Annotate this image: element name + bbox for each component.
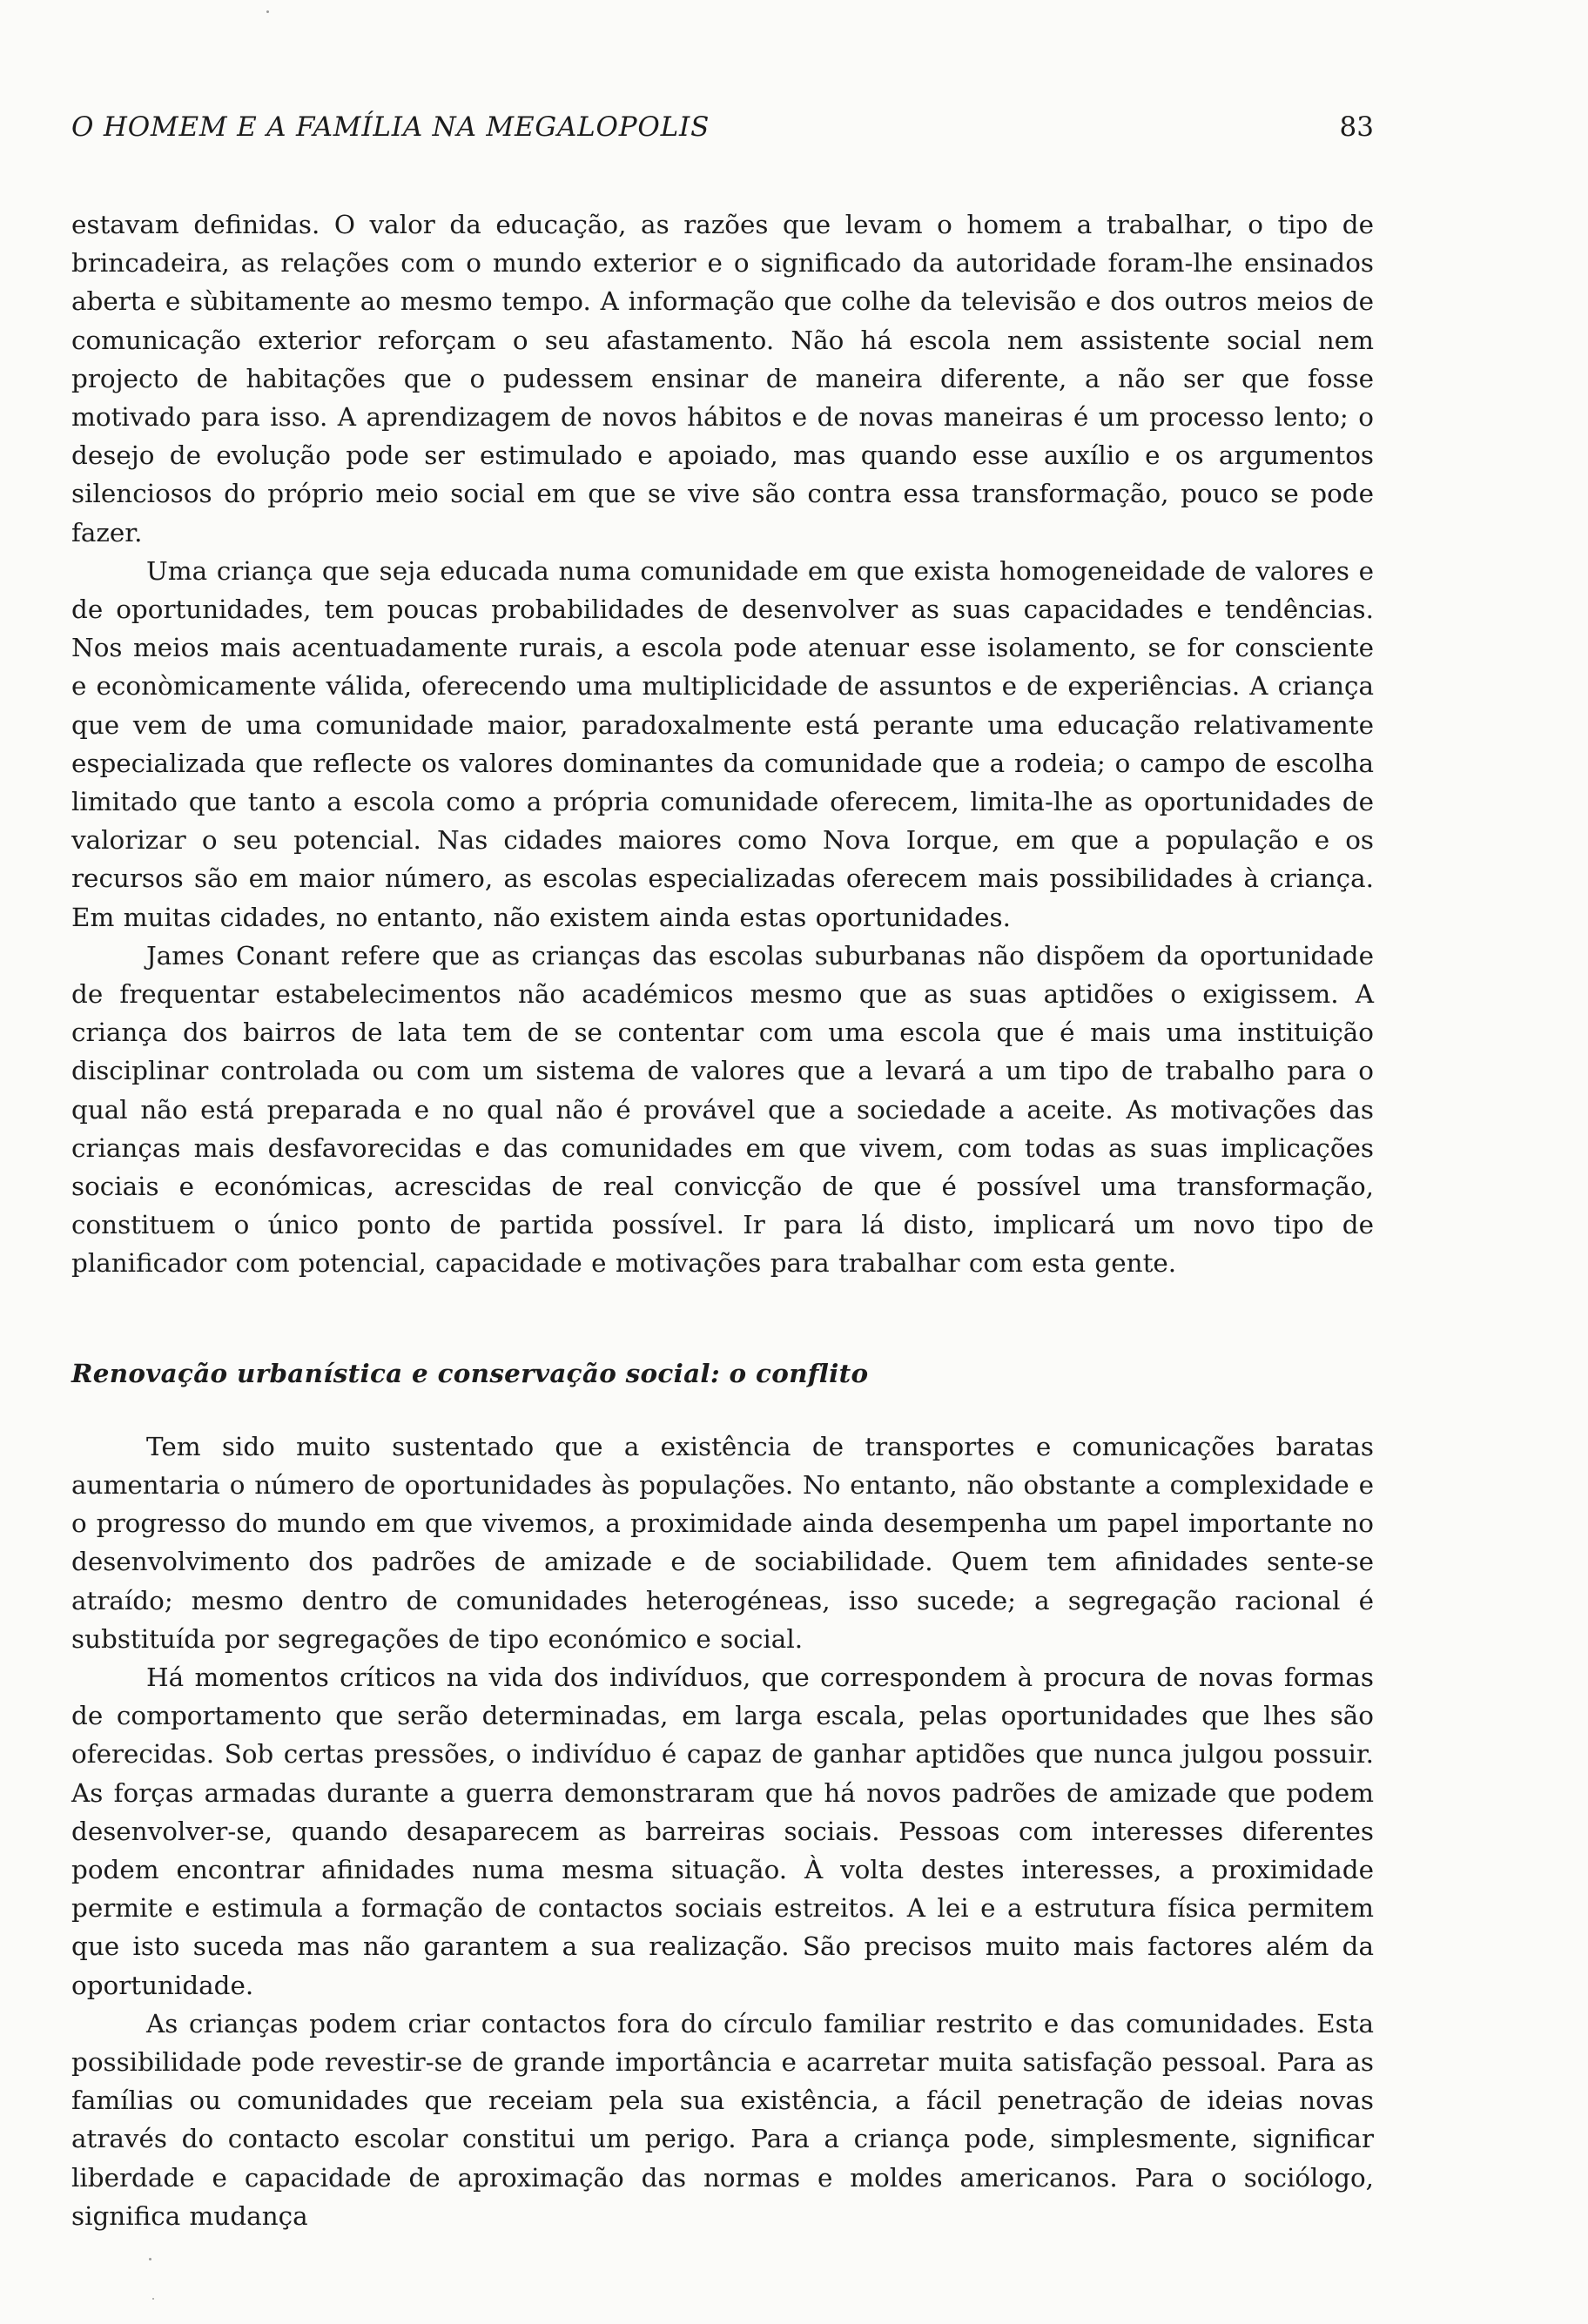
paragraph-2: Uma criança que seja educada numa comunidade em que exista homogeneidade de valores e de oportunidades, tem poucas probabilidades de desenvolver as suas capacidades e tendências. Nos meios mais acentuadamente rurais, a escola pode atenuar esse isolamento, se for consciente e econòmicamente válida, oferecendo uma multiplicidade de assuntos e de experiências. A criança que vem de uma comunidade maior, paradoxalmente está perante uma educação relativamente especializada que reflecte os valores dominantes da comunidade que a rodeia; o campo de escolha limitado que tanto a escola como a própria comunidade oferecem, limita-lhe as oportunidades de valorizar o seu potencial. Nas cidades maiores como Nova Iorque, em que a população e os recursos são em maior número, as escolas especializadas oferecem mais possibilidades à criança. Em muitas cidades, no entanto, não existem ainda estas oportunidades. [71, 555, 1374, 932]
page-number: 83 [1339, 111, 1374, 143]
body-text [71, 205, 1374, 2235]
scan-speck [266, 10, 269, 13]
paragraph-4: Tem sido muito sustentado que a existência de transportes e comunicações baratas aumentaria o número de oportunidades às populações. No entanto, não obstante a complexidade e o progresso do mundo em que vivemos, a proximidade ainda desempenha um papel importante no desenvolvimento dos padrões de amizade e de sociabilidade. Quem tem afinidades sente-se atraído; mesmo dentro de comunidades heterogéneas, isso sucede; a segregação racional é substituída por segregações de tipo económico e social. [71, 1431, 1374, 1654]
section-heading: Renovação urbanística e conservação social: o conflito [71, 1357, 869, 1388]
paragraph-3: James Conant refere que as crianças das escolas suburbanas não dispõem da oportunidade de frequentar estabelecimentos não académicos mesmo que as suas aptidões o exigissem. A criança dos bairros de lata tem de se contentar com uma escola que é mais uma instituição disciplinar controlada ou com um sistema de valores que a levará a um tipo de trabalho para o qual não está preparada e no qual não é provável que a sociedade a aceite. As motivações das crianças mais desfavorecidas e das comunidades em que vivem, com todas as suas implicações sociais e económicas, acrescidas de real convicção de que é possível uma transformação, constituem o único ponto de partida possível. Ir para lá disto, implicará um novo tipo de planificador com potencial, capacidade e motivações para trabalhar com esta gente. [71, 940, 1374, 1279]
running-head-title: O HOMEM E A FAMÍLIA NA MEGALOPOLIS [71, 111, 710, 143]
scan-speck [152, 2298, 154, 2300]
paragraph-1: estavam definidas. O valor da educação, as razões que levam o homem a trabalhar, o tipo de brincadeira, as relações com o mundo exterior e o significado da autoridade foram-lhe ensinados aberta e sùbitamente ao mesmo tempo. A informação que colhe da televisão e dos outros meios de comunicação exterior reforçam o seu afastamento. Não há escola nem assistente social nem projecto de habitações que o pudessem ensinar de maneira diferente, a não ser que fosse motivado para isso. A aprendizagem de novos hábitos e de novas maneiras é um processo lento; o desejo de evolução pode ser estimulado e apoiado, mas quando esse auxílio e os argumentos silenciosos do próprio meio social em que se vive são contra essa transformação, pouco se pode fazer. [71, 210, 1374, 547]
paragraph-6: As crianças podem criar contactos fora do círculo familiar restrito e das comunidades. Esta possibilidade pode revestir-se de grande importância e acarretar muita satisfação pessoal. Para as famílias ou comunidades que receiam pela sua existência, a fácil penetração de ideias novas através do contacto escolar constitui um perigo. Para a criança pode, simplesmente, significar liberdade e capacidade de aproximação das normas e moldes americanos. Para o sociólogo, significa mudança [71, 2008, 1374, 2231]
scan-speck [149, 2258, 151, 2260]
running-head [71, 111, 1374, 150]
paragraph-5: Há momentos críticos na vida dos indivíduos, que correspondem à procura de novas formas de comportamento que serão determinadas, em larga escala, pelas oportunidades que lhes são oferecidas. Sob certas pressões, o indivíduo é capaz de ganhar aptidões que nunca julgou possuir. As forças armadas durante a guerra demonstraram que há novos padrões de amizade que podem desenvolver-se, quando desaparecem as barreiras sociais. Pessoas com interesses diferentes podem encontrar afinidades numa mesma situação. À volta destes interesses, a proximidade permite e estimula a formação de contactos sociais estreitos. A lei e a estrutura física permitem que isto suceda mas não garantem a sua realização. São precisos muito mais factores além da oportunidade. [71, 1662, 1374, 2000]
